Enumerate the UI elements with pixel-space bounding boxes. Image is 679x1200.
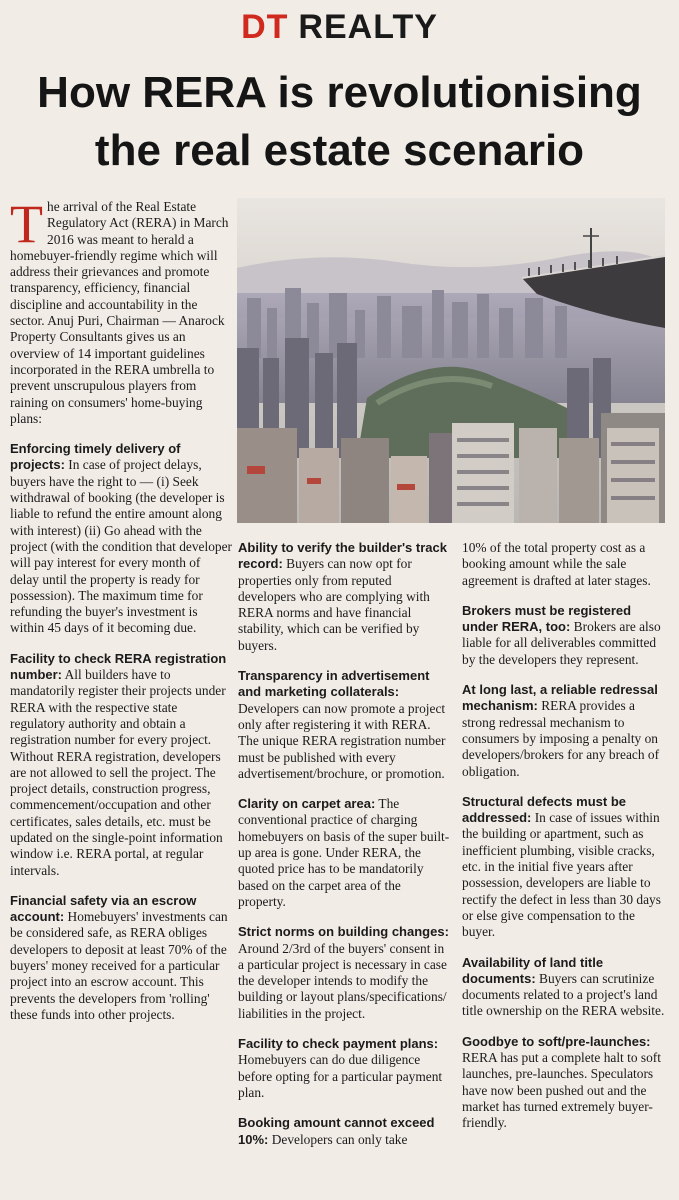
article-section <box>238 1115 451 1148</box>
article-section <box>10 441 232 637</box>
drop-cap: T <box>10 194 43 254</box>
col2-sections <box>238 540 451 1148</box>
intro-text: he arrival of the Real Estate Regulatory Act (RERA) in March 2016 was meant to herald a homebuyer-friendly regime which will address their grievances and promote transparency, efficiency, financial discipline and accountability in the sector. Anuj Puri, Chairman — Anarock Property Consultants gives us an overview of 14 important guidelines incorporated in the RERA umbrella to prevent unscrupulous players from raining on consumers' home-buying plans: <box>10 199 229 426</box>
section-heading: Transparency in advertisement and marketing collaterals: <box>238 668 430 700</box>
section-text: Homebuyers can do due diligence before opting for a particular payment plan. <box>238 1052 443 1100</box>
section-text: Homebuyers' investments can be considered safe, as RERA obliges developers to deposit at least 70% of the buyers' money received for a particular project into an escrow account. This prevents the developers from 'rolling' these funds into other projects. <box>10 909 228 1022</box>
section-heading: Financial safety via an escrow account: <box>10 892 197 925</box>
section-text: In case of project delays, buyers have the right to — (i) Seek withdrawal of booking (the developer is liable to refund the entire amount along with interest) (ii) Go ahead with the project (with the condition that developer will pay interest for every month of delay until the property is ready for possession). The maximum time for refunding the buyer's investment is within 45 days of it becoming due. <box>10 457 232 636</box>
article-section <box>462 540 670 589</box>
section-heading: At long last, a reliable redressal mechanism: <box>462 682 658 714</box>
section-text: Around 2/3rd of the buyers' consent in a particular project is necessary in case the developer intends to modify the building or layout plans/specifications/ liabilities in the project. <box>238 940 447 1021</box>
section-heading: Clarity on carpet area: <box>238 796 376 812</box>
article-headline <box>0 64 679 180</box>
section-text: Developers can only take <box>268 1131 408 1147</box>
article-section <box>10 651 232 879</box>
section-heading: Availability of land title documents: <box>462 954 604 986</box>
section-heading: Facility to check payment plans: <box>238 1036 439 1052</box>
brand-mark: DT <box>241 8 289 46</box>
section-heading: Enforcing timely delivery of projects: <box>10 441 181 473</box>
section-heading: Brokers must be registered under RERA, too: <box>462 602 632 635</box>
section-text: The conventional practice of charging homebuyers on basis of the super built-up area is gone. Under RERA, the quoted price has to be mandatorily based on the carpet area of the property. <box>238 796 450 909</box>
article-section <box>238 1036 451 1101</box>
section-text: In case of issues within the building or apartment, such as inefficient plumbing, visible cracks, etc. in the initial five years after possession, developers are liable to rectify the defect in less than 30 days or else give compensation to the buyer. <box>462 810 661 940</box>
article-section <box>238 796 451 910</box>
section-text: Buyers can now opt for properties only from reputed developers who are complying with RERA norms and have financial stability, which can be verified by buyers. <box>238 556 430 653</box>
intro-paragraph <box>10 194 232 427</box>
article-section <box>238 668 451 782</box>
article-section <box>462 1034 670 1132</box>
section-masthead <box>0 8 679 56</box>
headline-line-2: the real estate scenario <box>94 126 585 175</box>
article-section <box>462 794 670 941</box>
article-section <box>462 955 670 1020</box>
column-2 <box>238 540 451 1162</box>
section-heading: Facility to check RERA registration number: <box>10 650 227 683</box>
section-heading: Ability to verify the builder's track record: <box>238 540 447 572</box>
section-heading: Structural defects must be addressed: <box>462 793 626 826</box>
section-text: Buyers can scrutinize documents related to a project's land title ownership on the RERA website. <box>462 970 665 1019</box>
section-text: 10% of the total property cost as a booking amount while the sale agreement is drafted at later stages. <box>462 540 651 588</box>
article-section <box>238 924 451 1022</box>
section-text: Brokers are also liable for all deliverables committed by the developers they represent. <box>462 619 661 667</box>
column-1 <box>10 194 232 1037</box>
section-name: REALTY <box>298 8 438 46</box>
article-section <box>10 893 232 1023</box>
section-text: Developers can now promote a project only after registering it with RERA. The unique RERA registration number must be published with every advertisement/brochure, or promotion. <box>238 700 446 781</box>
section-text: RERA provides a strong redressal mechanism to consumers by imposing a penalty on developers/brokers for any breach of obligation. <box>462 698 660 779</box>
section-heading: Goodbye to soft/pre-launches: <box>462 1033 651 1049</box>
column-3 <box>462 540 670 1146</box>
article-section <box>462 603 670 668</box>
col3-sections <box>462 540 670 1132</box>
article-section <box>238 540 451 654</box>
section-text: RERA has put a complete halt to soft launches, pre-launches. Speculators have now been pushed out and the market has turned extremely buyer-friendly. <box>462 1050 661 1131</box>
article-section <box>462 682 670 780</box>
section-heading: Booking amount cannot exceed 10%: <box>238 1115 435 1147</box>
headline-line-1: How RERA is revolutionising <box>37 68 642 117</box>
section-heading: Strict norms on building changes: <box>238 924 449 940</box>
city-skyline-photo <box>237 198 665 523</box>
col1-sections <box>10 441 232 1023</box>
section-text: All builders have to mandatorily register their projects under RERA with the respective state regulatory authority and obtain a registration number for every project. Without RERA registration, developers are not allowed to sell the project. The project details, construction progress, commencement/occupation and other certificates, sales details, etc. must be updated on the single-point information window i.e. RERA portal, at regular intervals. <box>10 667 226 878</box>
